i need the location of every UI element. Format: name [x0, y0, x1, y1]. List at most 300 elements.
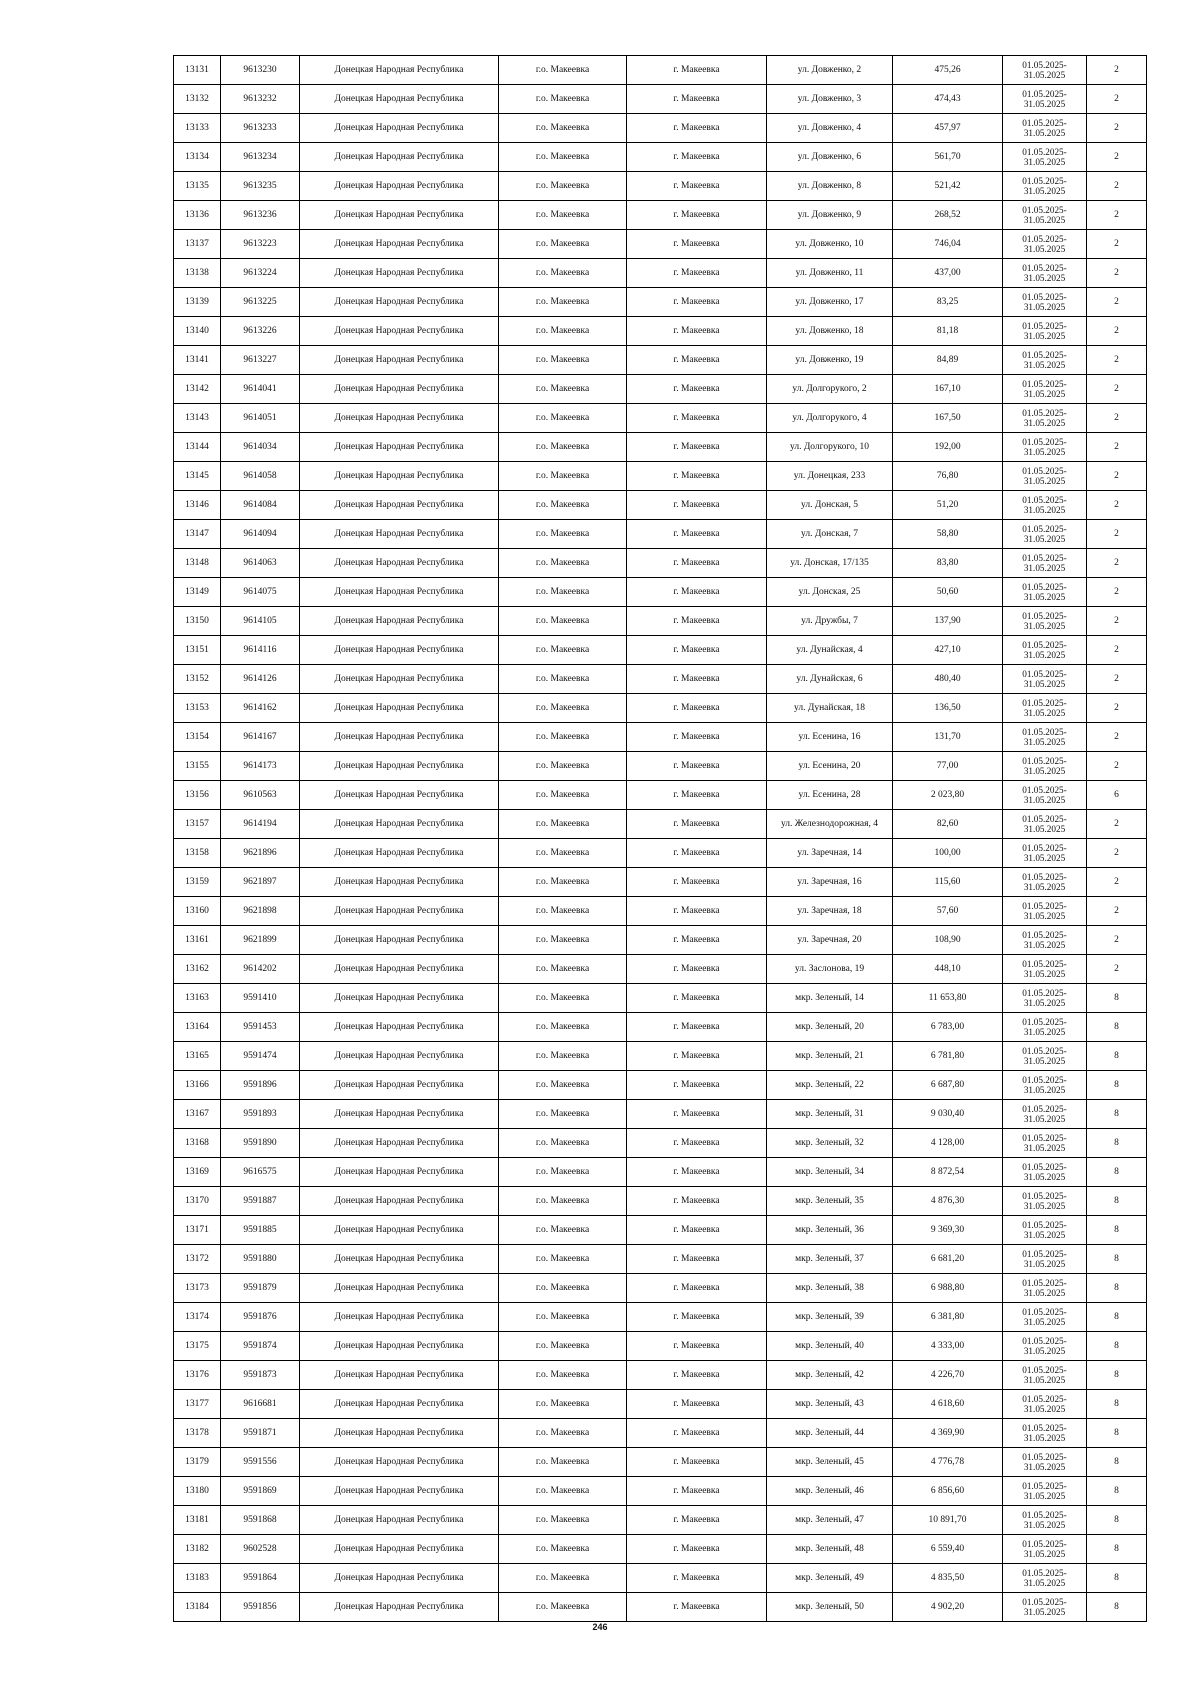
cell-row-number: 13139	[174, 288, 221, 317]
cell-row-number: 13164	[174, 1013, 221, 1042]
cell-area: 4 333,00	[893, 1332, 1003, 1361]
date-end: 31.05.2025	[1023, 1201, 1066, 1211]
date-end: 31.05.2025	[1023, 186, 1066, 196]
cell-date-range	[1003, 1477, 1087, 1506]
date-start: 01.05.2025-	[1022, 408, 1067, 418]
cell-municipality: г.о. Макеевка	[499, 636, 627, 665]
cell-address: ул. Довженко, 6	[767, 143, 893, 172]
table-row	[174, 1303, 1147, 1332]
table-row	[174, 1158, 1147, 1187]
cell-date-range	[1003, 1332, 1087, 1361]
table-row	[174, 1071, 1147, 1100]
cell-date-range	[1003, 1448, 1087, 1477]
cell-count: 8	[1087, 1042, 1147, 1071]
cell-area: 4 128,00	[893, 1129, 1003, 1158]
date-start: 01.05.2025-	[1022, 1510, 1067, 1520]
cell-object-id: 9614116	[221, 636, 300, 665]
cell-locality: г. Макеевка	[627, 259, 767, 288]
cell-count: 8	[1087, 1071, 1147, 1100]
cell-address: мкр. Зеленый, 31	[767, 1100, 893, 1129]
table-row	[174, 462, 1147, 491]
cell-area: 11 653,80	[893, 984, 1003, 1013]
cell-row-number: 13145	[174, 462, 221, 491]
cell-region: Донецкая Народная Республика	[300, 201, 499, 230]
date-end: 31.05.2025	[1023, 1027, 1066, 1037]
cell-region: Донецкая Народная Республика	[300, 1100, 499, 1129]
cell-locality: г. Макеевка	[627, 143, 767, 172]
cell-date-range	[1003, 172, 1087, 201]
cell-count: 2	[1087, 433, 1147, 462]
cell-count: 2	[1087, 549, 1147, 578]
cell-municipality: г.о. Макеевка	[499, 955, 627, 984]
cell-municipality: г.о. Макеевка	[499, 433, 627, 462]
table-row	[174, 404, 1147, 433]
cell-address: ул. Донская, 7	[767, 520, 893, 549]
cell-address: ул. Донецкая, 233	[767, 462, 893, 491]
table-row	[174, 1535, 1147, 1564]
cell-object-id: 9591410	[221, 984, 300, 1013]
cell-region: Донецкая Народная Республика	[300, 723, 499, 752]
cell-region: Донецкая Народная Республика	[300, 85, 499, 114]
table-row	[174, 346, 1147, 375]
table-row	[174, 694, 1147, 723]
cell-row-number: 13143	[174, 404, 221, 433]
cell-date-range	[1003, 1303, 1087, 1332]
cell-locality: г. Макеевка	[627, 288, 767, 317]
cell-municipality: г.о. Макеевка	[499, 984, 627, 1013]
cell-area: 76,80	[893, 462, 1003, 491]
date-start: 01.05.2025-	[1022, 640, 1067, 650]
cell-area: 6 687,80	[893, 1071, 1003, 1100]
cell-region: Донецкая Народная Республика	[300, 1158, 499, 1187]
cell-object-id: 9614034	[221, 433, 300, 462]
cell-row-number: 13132	[174, 85, 221, 114]
cell-object-id: 9591868	[221, 1506, 300, 1535]
cell-region: Донецкая Народная Республика	[300, 1535, 499, 1564]
cell-count: 8	[1087, 1564, 1147, 1593]
cell-object-id: 9591869	[221, 1477, 300, 1506]
table-row	[174, 56, 1147, 85]
cell-address: мкр. Зеленый, 14	[767, 984, 893, 1013]
cell-region: Донецкая Народная Республика	[300, 1390, 499, 1419]
cell-locality: г. Макеевка	[627, 839, 767, 868]
cell-date-range	[1003, 288, 1087, 317]
table-row	[174, 1013, 1147, 1042]
cell-area: 4 835,50	[893, 1564, 1003, 1593]
table-row	[174, 926, 1147, 955]
table-row	[174, 839, 1147, 868]
date-start: 01.05.2025-	[1022, 234, 1067, 244]
date-end: 31.05.2025	[1023, 592, 1066, 602]
cell-count: 8	[1087, 1506, 1147, 1535]
cell-address: мкр. Зеленый, 45	[767, 1448, 893, 1477]
cell-date-range	[1003, 665, 1087, 694]
cell-date-range	[1003, 230, 1087, 259]
cell-object-id: 9591887	[221, 1187, 300, 1216]
table-row	[174, 810, 1147, 839]
cell-region: Донецкая Народная Республика	[300, 230, 499, 259]
cell-date-range	[1003, 462, 1087, 491]
cell-municipality: г.о. Макеевка	[499, 868, 627, 897]
cell-region: Донецкая Народная Республика	[300, 491, 499, 520]
cell-area: 6 783,00	[893, 1013, 1003, 1042]
cell-address: ул. Довженко, 3	[767, 85, 893, 114]
cell-address: мкр. Зеленый, 40	[767, 1332, 893, 1361]
cell-count: 2	[1087, 288, 1147, 317]
date-end: 31.05.2025	[1023, 1143, 1066, 1153]
cell-municipality: г.о. Макеевка	[499, 723, 627, 752]
cell-locality: г. Макеевка	[627, 781, 767, 810]
date-start: 01.05.2025-	[1022, 1162, 1067, 1172]
date-start: 01.05.2025-	[1022, 495, 1067, 505]
cell-region: Донецкая Народная Республика	[300, 1129, 499, 1158]
cell-object-id: 9621897	[221, 868, 300, 897]
date-end: 31.05.2025	[1023, 244, 1066, 254]
cell-date-range	[1003, 317, 1087, 346]
date-end: 31.05.2025	[1023, 331, 1066, 341]
cell-area: 51,20	[893, 491, 1003, 520]
cell-row-number: 13172	[174, 1245, 221, 1274]
cell-locality: г. Макеевка	[627, 549, 767, 578]
cell-date-range	[1003, 1361, 1087, 1390]
cell-row-number: 13163	[174, 984, 221, 1013]
table-row	[174, 114, 1147, 143]
cell-municipality: г.о. Макеевка	[499, 375, 627, 404]
cell-date-range	[1003, 1419, 1087, 1448]
cell-area: 10 891,70	[893, 1506, 1003, 1535]
cell-municipality: г.о. Макеевка	[499, 230, 627, 259]
table-row	[174, 1564, 1147, 1593]
cell-address: ул. Довженко, 19	[767, 346, 893, 375]
table-row	[174, 1390, 1147, 1419]
cell-address: мкр. Зеленый, 43	[767, 1390, 893, 1419]
cell-date-range	[1003, 723, 1087, 752]
cell-row-number: 13156	[174, 781, 221, 810]
cell-locality: г. Макеевка	[627, 230, 767, 259]
cell-date-range	[1003, 1535, 1087, 1564]
cell-count: 8	[1087, 1013, 1147, 1042]
cell-row-number: 13136	[174, 201, 221, 230]
cell-municipality: г.о. Макеевка	[499, 520, 627, 549]
cell-municipality: г.о. Макеевка	[499, 1477, 627, 1506]
cell-area: 6 856,60	[893, 1477, 1003, 1506]
date-end: 31.05.2025	[1023, 1433, 1066, 1443]
cell-count: 8	[1087, 1332, 1147, 1361]
cell-municipality: г.о. Макеевка	[499, 346, 627, 375]
table-row	[174, 85, 1147, 114]
cell-object-id: 9591556	[221, 1448, 300, 1477]
cell-area: 4 618,60	[893, 1390, 1003, 1419]
cell-object-id: 9614058	[221, 462, 300, 491]
cell-object-id: 9614094	[221, 520, 300, 549]
cell-object-id: 9621898	[221, 897, 300, 926]
cell-date-range	[1003, 1564, 1087, 1593]
cell-object-id: 9613224	[221, 259, 300, 288]
cell-count: 2	[1087, 868, 1147, 897]
date-start: 01.05.2025-	[1022, 263, 1067, 273]
cell-date-range	[1003, 1245, 1087, 1274]
cell-region: Донецкая Народная Республика	[300, 56, 499, 85]
cell-municipality: г.о. Макеевка	[499, 1187, 627, 1216]
cell-count: 2	[1087, 810, 1147, 839]
cell-region: Донецкая Народная Республика	[300, 810, 499, 839]
cell-row-number: 13150	[174, 607, 221, 636]
cell-count: 8	[1087, 1593, 1147, 1622]
table-row	[174, 1042, 1147, 1071]
cell-count: 2	[1087, 491, 1147, 520]
cell-locality: г. Макеевка	[627, 462, 767, 491]
page-number: 246	[592, 1622, 608, 1632]
cell-count: 2	[1087, 723, 1147, 752]
cell-count: 2	[1087, 462, 1147, 491]
cell-locality: г. Макеевка	[627, 404, 767, 433]
date-end: 31.05.2025	[1023, 1288, 1066, 1298]
cell-locality: г. Макеевка	[627, 926, 767, 955]
cell-date-range	[1003, 201, 1087, 230]
table-row	[174, 520, 1147, 549]
date-end: 31.05.2025	[1023, 1549, 1066, 1559]
cell-date-range	[1003, 1390, 1087, 1419]
cell-address: мкр. Зеленый, 37	[767, 1245, 893, 1274]
registry-table	[173, 55, 1147, 1622]
date-start: 01.05.2025-	[1022, 1597, 1067, 1607]
cell-municipality: г.о. Макеевка	[499, 1042, 627, 1071]
cell-count: 8	[1087, 1448, 1147, 1477]
date-end: 31.05.2025	[1023, 1404, 1066, 1414]
table-row	[174, 201, 1147, 230]
cell-region: Донецкая Народная Республика	[300, 404, 499, 433]
table-row	[174, 1245, 1147, 1274]
date-start: 01.05.2025-	[1022, 1394, 1067, 1404]
cell-area: 167,50	[893, 404, 1003, 433]
cell-row-number: 13140	[174, 317, 221, 346]
cell-address: мкр. Зеленый, 21	[767, 1042, 893, 1071]
cell-area: 167,10	[893, 375, 1003, 404]
date-start: 01.05.2025-	[1022, 756, 1067, 766]
date-end: 31.05.2025	[1023, 795, 1066, 805]
cell-area: 457,97	[893, 114, 1003, 143]
cell-area: 4 369,90	[893, 1419, 1003, 1448]
cell-area: 474,43	[893, 85, 1003, 114]
cell-object-id: 9613233	[221, 114, 300, 143]
cell-object-id: 9613226	[221, 317, 300, 346]
date-start: 01.05.2025-	[1022, 1568, 1067, 1578]
cell-count: 8	[1087, 1216, 1147, 1245]
cell-locality: г. Макеевка	[627, 375, 767, 404]
cell-area: 57,60	[893, 897, 1003, 926]
cell-row-number: 13166	[174, 1071, 221, 1100]
cell-area: 6 988,80	[893, 1274, 1003, 1303]
cell-region: Донецкая Народная Республика	[300, 694, 499, 723]
date-end: 31.05.2025	[1023, 302, 1066, 312]
date-start: 01.05.2025-	[1022, 785, 1067, 795]
table-row	[174, 259, 1147, 288]
date-start: 01.05.2025-	[1022, 1075, 1067, 1085]
cell-address: ул. Заречная, 20	[767, 926, 893, 955]
cell-municipality: г.о. Макеевка	[499, 1361, 627, 1390]
cell-area: 448,10	[893, 955, 1003, 984]
cell-address: ул. Донская, 25	[767, 578, 893, 607]
table-row	[174, 1100, 1147, 1129]
date-end: 31.05.2025	[1023, 1114, 1066, 1124]
cell-address: мкр. Зеленый, 32	[767, 1129, 893, 1158]
cell-count: 2	[1087, 636, 1147, 665]
cell-date-range	[1003, 984, 1087, 1013]
date-start: 01.05.2025-	[1022, 843, 1067, 853]
cell-row-number: 13175	[174, 1332, 221, 1361]
cell-locality: г. Макеевка	[627, 578, 767, 607]
date-start: 01.05.2025-	[1022, 1220, 1067, 1230]
cell-date-range	[1003, 868, 1087, 897]
table-row	[174, 549, 1147, 578]
cell-region: Донецкая Народная Республика	[300, 1303, 499, 1332]
cell-area: 8 872,54	[893, 1158, 1003, 1187]
cell-municipality: г.о. Макеевка	[499, 665, 627, 694]
cell-object-id: 9614167	[221, 723, 300, 752]
cell-region: Донецкая Народная Республика	[300, 955, 499, 984]
date-start: 01.05.2025-	[1022, 901, 1067, 911]
cell-row-number: 13131	[174, 56, 221, 85]
cell-region: Донецкая Народная Республика	[300, 868, 499, 897]
date-end: 31.05.2025	[1023, 389, 1066, 399]
cell-date-range	[1003, 491, 1087, 520]
cell-address: мкр. Зеленый, 35	[767, 1187, 893, 1216]
table-row	[174, 1216, 1147, 1245]
date-end: 31.05.2025	[1023, 1230, 1066, 1240]
cell-row-number: 13153	[174, 694, 221, 723]
table-row	[174, 955, 1147, 984]
cell-area: 268,52	[893, 201, 1003, 230]
date-end: 31.05.2025	[1023, 940, 1066, 950]
cell-row-number: 13147	[174, 520, 221, 549]
cell-address: мкр. Зеленый, 47	[767, 1506, 893, 1535]
date-start: 01.05.2025-	[1022, 698, 1067, 708]
cell-row-number: 13133	[174, 114, 221, 143]
cell-object-id: 9614194	[221, 810, 300, 839]
cell-locality: г. Макеевка	[627, 520, 767, 549]
cell-locality: г. Макеевка	[627, 1448, 767, 1477]
cell-area: 6 381,80	[893, 1303, 1003, 1332]
cell-count: 8	[1087, 1100, 1147, 1129]
cell-count: 8	[1087, 1390, 1147, 1419]
cell-municipality: г.о. Макеевка	[499, 1303, 627, 1332]
table-row	[174, 1129, 1147, 1158]
cell-locality: г. Макеевка	[627, 636, 767, 665]
cell-date-range	[1003, 636, 1087, 665]
cell-date-range	[1003, 781, 1087, 810]
cell-row-number: 13169	[174, 1158, 221, 1187]
date-start: 01.05.2025-	[1022, 1539, 1067, 1549]
cell-date-range	[1003, 259, 1087, 288]
table-row	[174, 375, 1147, 404]
date-start: 01.05.2025-	[1022, 1365, 1067, 1375]
date-end: 31.05.2025	[1023, 1578, 1066, 1588]
date-start: 01.05.2025-	[1022, 379, 1067, 389]
cell-region: Донецкая Народная Республика	[300, 1332, 499, 1361]
cell-municipality: г.о. Макеевка	[499, 1448, 627, 1477]
cell-area: 561,70	[893, 143, 1003, 172]
cell-locality: г. Макеевка	[627, 201, 767, 230]
cell-locality: г. Макеевка	[627, 752, 767, 781]
cell-locality: г. Макеевка	[627, 897, 767, 926]
date-end: 31.05.2025	[1023, 853, 1066, 863]
cell-address: мкр. Зеленый, 44	[767, 1419, 893, 1448]
date-end: 31.05.2025	[1023, 1259, 1066, 1269]
cell-date-range	[1003, 955, 1087, 984]
cell-count: 2	[1087, 665, 1147, 694]
cell-locality: г. Макеевка	[627, 1274, 767, 1303]
cell-municipality: г.о. Макеевка	[499, 1506, 627, 1535]
date-end: 31.05.2025	[1023, 708, 1066, 718]
table-row	[174, 1506, 1147, 1535]
cell-count: 2	[1087, 752, 1147, 781]
cell-object-id: 9591856	[221, 1593, 300, 1622]
table-row	[174, 665, 1147, 694]
date-start: 01.05.2025-	[1022, 1278, 1067, 1288]
date-start: 01.05.2025-	[1022, 1452, 1067, 1462]
cell-count: 8	[1087, 984, 1147, 1013]
cell-row-number: 13142	[174, 375, 221, 404]
cell-date-range	[1003, 1071, 1087, 1100]
cell-date-range	[1003, 56, 1087, 85]
cell-address: ул. Заречная, 16	[767, 868, 893, 897]
cell-municipality: г.о. Макеевка	[499, 201, 627, 230]
registry-table-body	[174, 56, 1147, 1622]
date-start: 01.05.2025-	[1022, 988, 1067, 998]
cell-area: 81,18	[893, 317, 1003, 346]
cell-area: 50,60	[893, 578, 1003, 607]
cell-area: 437,00	[893, 259, 1003, 288]
cell-row-number: 13135	[174, 172, 221, 201]
cell-region: Донецкая Народная Республика	[300, 346, 499, 375]
cell-object-id: 9591474	[221, 1042, 300, 1071]
cell-address: ул. Заслонова, 19	[767, 955, 893, 984]
date-start: 01.05.2025-	[1022, 1481, 1067, 1491]
table-row	[174, 752, 1147, 781]
cell-object-id: 9591873	[221, 1361, 300, 1390]
cell-region: Донецкая Народная Республика	[300, 781, 499, 810]
cell-row-number: 13159	[174, 868, 221, 897]
cell-row-number: 13165	[174, 1042, 221, 1071]
cell-region: Донецкая Народная Республика	[300, 636, 499, 665]
cell-address: ул. Заречная, 14	[767, 839, 893, 868]
cell-region: Донецкая Народная Республика	[300, 839, 499, 868]
cell-date-range	[1003, 143, 1087, 172]
cell-date-range	[1003, 694, 1087, 723]
date-start: 01.05.2025-	[1022, 1017, 1067, 1027]
cell-row-number: 13173	[174, 1274, 221, 1303]
cell-date-range	[1003, 810, 1087, 839]
date-end: 31.05.2025	[1023, 766, 1066, 776]
cell-municipality: г.о. Макеевка	[499, 607, 627, 636]
cell-row-number: 13170	[174, 1187, 221, 1216]
date-end: 31.05.2025	[1023, 1491, 1066, 1501]
cell-locality: г. Макеевка	[627, 114, 767, 143]
cell-address: ул. Дунайская, 4	[767, 636, 893, 665]
cell-object-id: 9613235	[221, 172, 300, 201]
cell-area: 6 681,20	[893, 1245, 1003, 1274]
table-row	[174, 433, 1147, 462]
cell-area: 77,00	[893, 752, 1003, 781]
date-end: 31.05.2025	[1023, 969, 1066, 979]
cell-locality: г. Макеевка	[627, 1013, 767, 1042]
cell-address: мкр. Зеленый, 46	[767, 1477, 893, 1506]
cell-municipality: г.о. Макеевка	[499, 259, 627, 288]
cell-municipality: г.о. Макеевка	[499, 1013, 627, 1042]
cell-region: Донецкая Народная Республика	[300, 259, 499, 288]
cell-locality: г. Макеевка	[627, 1419, 767, 1448]
cell-object-id: 9591879	[221, 1274, 300, 1303]
